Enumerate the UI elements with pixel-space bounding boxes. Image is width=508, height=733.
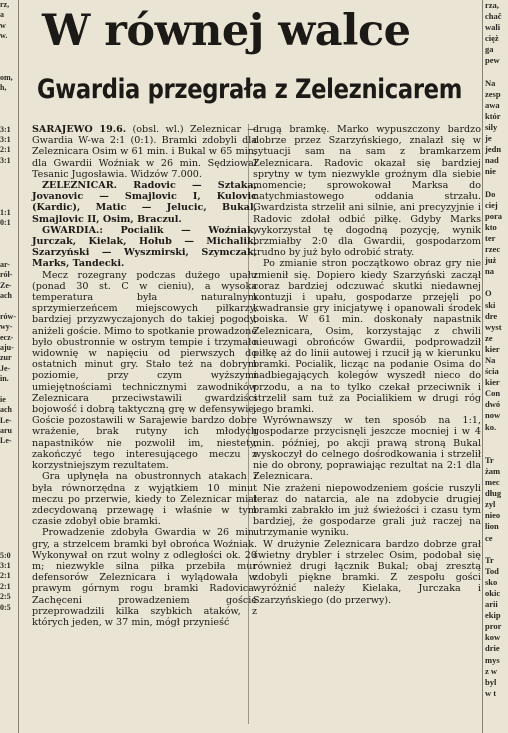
edge-fragment-line: Le- [0,415,12,425]
edge-fragment-line: nad [485,155,499,166]
edge-fragment-line: h, [0,83,7,93]
edge-fragment-line: sily [485,122,498,133]
edge-fragment-line: wy- [0,322,13,332]
edge-fragment-line: kier [485,343,500,354]
article-paragraph: Mecz rozegrany podczas dużego upału (ponad 30 st. C w cieniu), a wysoka temperatura była naturalnym sprzymierzeńcem miejscowych piłkarzy, bardziej przyzwyczajonych do takiej pogody, aniżeli goście. Mimo to spotkanie prowadzone było obustronnie w ostrym tempie i trzymało widownię w napięciu od pierwszych do ostatnich minut gry. Stało też na dobrym poziomie, przy czym wyższymi umiejętnościami technicznymi zawodników Zeleznicara przeciwstawili gwardziści bojowość i dobrą taktyczną grę w defensywie. Goście pozostawili w Sarajewie bardzo dobre wrażenie, brak rutyny ich młodych napastników nie pozwolił im, niestety, zakończyć tego interesującego meczu z korzystniejszym rezultatem. [32,269,257,472]
edge-fragment-line [0,488,18,498]
edge-fragment-line: z w [485,665,498,676]
edge-fragment-line: 0:5 [0,602,11,612]
edge-fragment-line [0,114,18,124]
edge-fragment-line: wyst [485,321,502,332]
article-paragraph: Po zmianie stron początkowo obraz gry nie zmienił się. Dopiero kiedy Szarzyński zaczął coraz bardziej odczuwać skutki niedawnej kontuzji i upału, gospodarze przejęli po kwadransie gry inicjatywę i opanowali środek boiska. W 61 min. doskonały napastnik Zeleznicara, Osim, korzystając z chwili nieuwagi obrońców Gwardii, podprowadził piłkę aż do linii autowej i rzucił ją w kierunku bramki. Pocialik, licząc na podanie Osima do nadbiegających kolegów wyszedł nieco do przodu, a na to tylko czekał przeciwnik i strzelił sam tuż za Pocialikiem w drugi róg jego bramki. [253,258,481,416]
edge-fragment-line: kto [485,221,497,232]
article-paragraph: Prowadzenie zdobyła Gwardia w 26 min. gry, a strzelcem bramki był obrońca Woźniak. Wykonywał on rzut wolny z odległości ok. 20 m; niezwykle silna piłka przebiła mur defensorów Zeleznicara i wylądowała w prawym górnym rogu bramki Radovica. Zachęceni prowadzeniem goście przeprowadzili kilka szybkich ataków, z których jeden, w 37 min, mógł przynieść [32,527,257,628]
edge-fragment-line [485,433,508,444]
edge-fragment-line [0,94,18,104]
edge-fragment-line: sko [485,576,498,587]
edge-fragment-line [485,277,508,288]
article-paragraph: Nie zrażeni niepowodzeniem goście ruszyli teraz do natarcia, ale na zdobycie drugiej bramki zabrakło im już świeżości i czasu tym bardziej, że gospodarze grali już raczej na utrzymanie wyniku. [253,482,481,539]
edge-fragment-line: Do [485,188,496,199]
edge-fragment-line: w. [0,31,8,41]
edge-fragment-line: Na [485,355,496,365]
edge-fragment-line: kier [485,377,500,388]
edge-fragment-line [0,42,18,52]
edge-fragment-line: ie [0,394,6,404]
edge-fragment-line [0,166,18,176]
edge-fragment-line: drie [485,643,500,654]
edge-fragment-line: Tod [485,565,499,576]
article-paragraph: W drużynie Zeleznicara bardzo dobrze grał świetny drybler i strzelec Osim, podobał się również drugi łącznik Bukal; obaj zresztą zdobyli piękne bramki. Z zespołu gości wyróżnić należy Kielaka, Jurczaka i Szarzyńskiego (do przerwy). [253,538,481,606]
edge-fragment-line: Tr [485,554,494,565]
edge-fragment-line: ko. [485,421,497,432]
edge-fragment-line [0,384,18,394]
edge-fragment-line: mys [485,654,500,665]
edge-fragment-line: 3:1 [0,124,11,134]
dateline-text: (obsl. wl.) Zeleznicar — Gwardia W-wa 2:1 (0:1). Bramki zdobyli dla Zeleznicara Osim w 61 min. i Bukal w 65 min, dla Gwardii Woźniak w 26 min. Sędziował Tesanic Jugosławia. Widzów 7.000. [32,124,257,180]
edge-fragment-line: cięż [485,33,499,44]
edge-fragment-line: zur [0,353,12,363]
edge-fragment-line [0,187,18,197]
edge-fragment-line: zyl [485,499,496,510]
team-lineup: ZELEZNICAR. Radovic — Sztaka, Jovanovic — Smajlovic I, Kulovic (Kardic), Matic — Jelucic, Bukal, Smajlovic II, Osim, Braczul. [32,180,257,225]
edge-fragment-line: nie [485,166,496,177]
edge-fragment-line [0,239,18,249]
edge-fragment-line: 3:1 [0,561,11,571]
article-column-left [32,124,257,628]
edge-fragment-line: 2:1 [0,571,11,581]
edge-fragment-line [0,52,18,62]
article-column-right [253,124,481,606]
edge-fragment-line: lion [485,521,499,532]
edge-fragment-line: rza, [485,0,499,10]
adjacent-column-left-fragment [0,0,19,733]
edge-fragment-line [0,499,18,509]
edge-fragment-line: aru [0,426,12,436]
adjacent-column-right-fragment [482,0,508,733]
article-paragraph: drugą bramkę. Marko wypuszczony bardzo dobrze przez Szarzyńskiego, znalazł się w sytuacji sam na sam z bramkarzem Zeleznicara. Radovic okazał się bardziej sprytny w tym niezwykle groźnym dla siebie momencie; sprowokował Marksa do natychmiastowego oddania strzału. Gwardzista strzelił ani silnie, ani precyzyjnie i Radovic zdołał odbić piłkę. Gdyby Marks wykorzystał tę dogodną pozycję, wynik brzmiałby 2:0 dla Gwardii, gospodarzom trudno by już było odrobić straty. [253,124,481,259]
edge-fragment-line: rzec [485,244,501,255]
edge-fragment-line: ekip [485,610,501,621]
edge-fragment-line [485,444,508,455]
edge-fragment-line: 5:0 [0,550,11,560]
edge-fragment-line: zesp [485,88,501,99]
dateline: SARAJEWO 19.6. [32,124,127,135]
edge-fragment-line [0,447,18,457]
edge-fragment-line: dre [485,310,498,321]
edge-fragment-line: ce [485,532,493,543]
edge-fragment-line: Con [485,388,501,399]
edge-fragment-line: kow [485,632,501,643]
edge-fragment-line [0,229,18,239]
edge-fragment-line [0,249,18,259]
edge-fragment-line: w [0,20,6,30]
edge-fragment-line: ze [485,332,493,343]
edge-fragment-line: ciej [485,199,498,210]
edge-fragment-line [485,67,508,78]
edge-fragment-line: 2:1 [0,145,11,155]
article-paragraph: Gra upłynęła na obustronnych atakach i była równorzędna z wyjątkiem 10 minut meczu po przerwie, kiedy to Zeleznicar miał zdecydowaną przewagę i właśnie w tym czasie zdobył obie bramki. [32,471,257,528]
edge-fragment-line: rz, [0,0,10,9]
edge-fragment-line: byl [485,676,497,687]
edge-fragment-line: Je- [0,363,11,373]
edge-fragment-line: mec [485,477,500,488]
edge-fragment-line: rół- [0,270,13,280]
edge-fragment-line [0,177,18,187]
edge-fragment-line: om, [0,72,13,82]
edge-fragment-line: jedn [485,144,502,155]
edge-fragment-line [0,478,18,488]
edge-fragment-line: ski [485,299,496,310]
edge-fragment-line [0,530,18,540]
edge-fragment-line: na [485,266,494,277]
edge-fragment-line: okic [485,587,501,598]
edge-fragment-line: pora [485,210,502,221]
edge-fragment-line: pror [485,621,502,632]
edge-fragment-line: 2:1 [0,581,11,591]
edge-fragment-line: żam [485,465,501,476]
edge-fragment-line [0,509,18,519]
edge-fragment-line [0,520,18,530]
team-lineup: GWARDIA.: Pocialik — Woźniak, Jurczak, Kielak, Hołub — Michalik, Szarzyński — Wyszmirski, Szymczak, Marks, Tandecki. [32,224,257,270]
edge-fragment-line: w t [485,687,497,698]
edge-fragment-line [0,104,18,114]
edge-fragment-line: ecz- [0,332,14,342]
edge-fragment-line: now [485,410,501,421]
dateline-paragraph [32,124,257,180]
edge-fragment-line: O [485,288,492,299]
edge-fragment-line: ga [485,44,494,55]
edge-fragment-line [485,544,508,555]
edge-fragment-line [0,540,18,550]
edge-fragment-line: Ze- [0,280,12,290]
edge-fragment-line: aju- [0,342,14,352]
edge-fragment-line: 1:1 [0,207,11,217]
edge-fragment-line: ach [0,290,12,300]
edge-fragment-line: nieo [485,510,501,521]
edge-fragment-line: dług [485,488,502,499]
edge-fragment-line: a [0,10,4,20]
edge-fragment-line: któr [485,110,501,121]
article-headline: W równej walce [42,6,411,56]
edge-fragment-line: już [485,255,497,266]
edge-fragment-line: 3:1 [0,135,11,145]
edge-fragment-line: 3:1 [0,155,11,165]
edge-fragment-line: Le- [0,436,12,446]
edge-fragment-line: 2:5 [0,592,11,602]
edge-fragment-line [0,468,18,478]
edge-fragment-line: ścia [485,366,499,377]
edge-fragment-line [0,301,18,311]
edge-fragment-line: arii [485,599,498,610]
edge-fragment-line: wali [485,22,501,33]
edge-fragment-line: awa [485,99,500,110]
edge-fragment-line: in. [0,374,9,384]
edge-fragment-line: Na [485,77,496,88]
edge-fragment-line [0,197,18,207]
edge-fragment-line [0,457,18,467]
edge-fragment-line: ter [485,232,496,243]
edge-fragment-line: ar- [0,259,10,269]
edge-fragment-line: 0:1 [0,218,11,228]
edge-fragment-line: rów- [0,311,16,321]
edge-fragment-line: chač [485,11,502,22]
edge-fragment-line: dwó [485,399,501,410]
article-paragraph: Wyrównawszy w ten sposób na 1:1, gospodarze przycisnęli jeszcze mocniej i w 4 min. później, po akcji prawą stroną Bukal wyskoczył do celnego dośrodkowania i strzelił nie do obrony, poprawiając rezultat na 2:1 dla Zeleznicara. [253,415,481,483]
edge-fragment-line [485,178,508,189]
article-subheadline: Gwardia przegrała z Zeleznicarem [37,74,463,105]
edge-fragment-line: Tr [485,454,494,465]
edge-fragment-line [0,62,18,72]
edge-fragment-line: pew [485,55,500,66]
edge-fragment-line: je [485,133,492,144]
edge-fragment-line: ach [0,405,12,415]
